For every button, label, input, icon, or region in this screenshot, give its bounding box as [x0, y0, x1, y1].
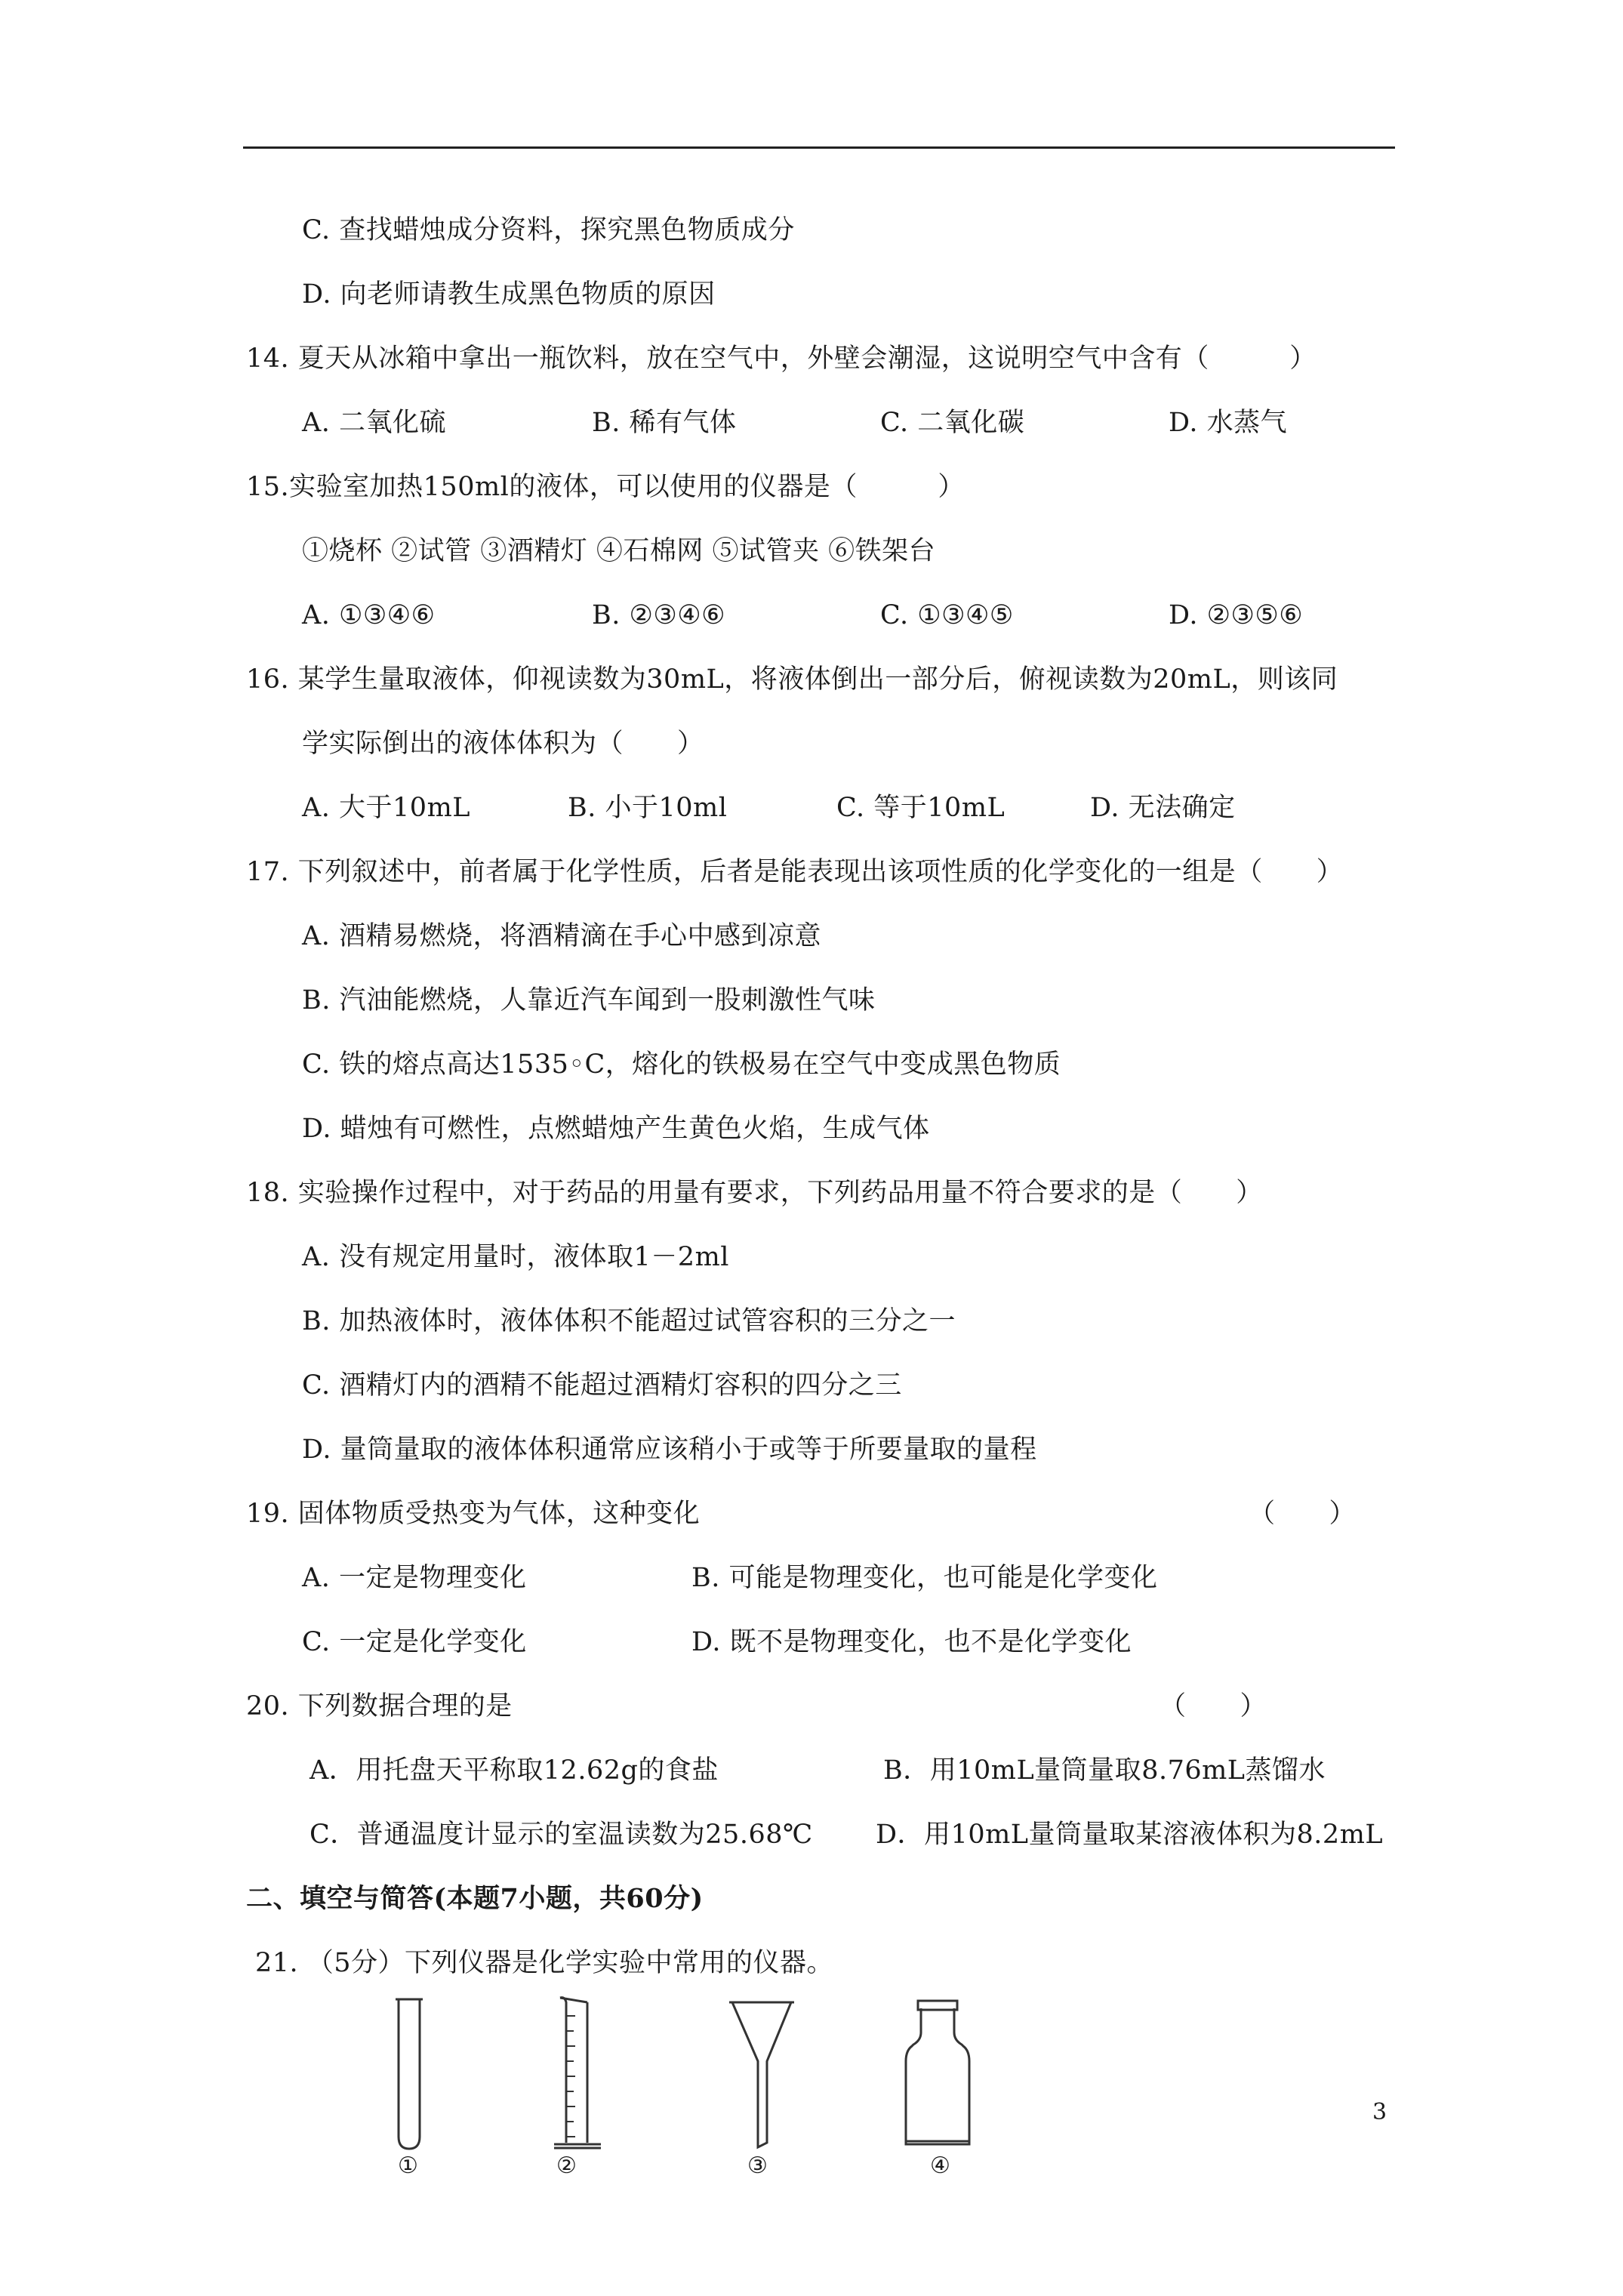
q15-items: ①烧杯 ②试管 ③酒精灯 ④石棉网 ⑤试管夹 ⑥铁架台: [302, 536, 936, 566]
section-2-heading: 二、填空与简答(本题7小题，共60分): [246, 1883, 704, 1914]
q15-option-d: D. ②③⑤⑥: [1169, 600, 1304, 630]
q18-option-d: D. 量筒量取的液体体积通常应该稍小于或等于所要量取的量程: [302, 1435, 1037, 1465]
q19-stem: 19. 固体物质受热变为气体，这种变化: [246, 1499, 701, 1529]
q15-stem: 15.实验室加热150ml的液体，可以使用的仪器是（ ）: [246, 472, 965, 502]
instrument-label-1: ①: [398, 2153, 418, 2179]
q14-option-c: C. 二氧化碳: [880, 408, 1025, 438]
q16-option-d: D. 无法确定: [1090, 793, 1236, 823]
q16-option-c: C. 等于10mL: [836, 793, 1006, 823]
reagent-bottle-icon: [906, 2001, 969, 2144]
instrument-label-4: ④: [930, 2153, 950, 2179]
q16-stem-cont: 学实际倒出的液体体积为（ ）: [302, 729, 704, 759]
q17-stem: 17. 下列叙述中，前者属于化学性质，后者是能表现出该项性质的化学变化的一组是（ ）: [246, 857, 1344, 887]
q15-option-b: B. ②③④⑥: [592, 600, 725, 630]
q13-option-c: C. 查找蜡烛成分资料，探究黑色物质成分: [302, 215, 795, 245]
q14-stem: 14. 夏天从冰箱中拿出一瓶饮料，放在空气中，外壁会潮湿，这说明空气中含有（ ）: [246, 344, 1317, 374]
instrument-label-3: ③: [747, 2153, 768, 2179]
instrument-label-2: ②: [556, 2153, 577, 2179]
q19-answer-paren: （ ）: [1249, 1499, 1357, 1529]
q20-option-d: D．用10mL量筒量取某溶液体积为8.2mL: [876, 1820, 1384, 1850]
q19-option-a: A. 一定是物理变化: [302, 1563, 527, 1593]
q18-option-a: A. 没有规定用量时，液体取1－2ml: [302, 1242, 729, 1272]
graduated-cylinder-icon: [554, 1998, 601, 2148]
q15-option-c: C. ①③④⑤: [880, 600, 1014, 630]
q16-option-b: B. 小于10ml: [568, 793, 728, 823]
q16-stem: 16. 某学生量取液体，仰视读数为30mL，将液体倒出一部分后，俯视读数为20mL，则该同: [246, 664, 1338, 695]
instruments-drawing: [362, 1993, 1027, 2182]
test-tube-icon: [396, 1999, 423, 2149]
q14-option-d: D. 水蒸气: [1169, 408, 1288, 438]
q18-option-c: C. 酒精灯内的酒精不能超过酒精灯容积的四分之三: [302, 1370, 902, 1401]
q20-option-b: B．用10mL量筒量取8.76mL蒸馏水: [883, 1755, 1326, 1786]
q20-stem: 20. 下列数据合理的是: [246, 1691, 513, 1721]
q17-option-d: D. 蜡烛有可燃性，点燃蜡烛产生黄色火焰，生成气体: [302, 1114, 930, 1144]
q20-option-a: A．用托盘天平称取12.62g的食盐: [310, 1755, 719, 1786]
q19-option-b: B. 可能是物理变化，也可能是化学变化: [691, 1563, 1158, 1593]
q15-option-a: A. ①③④⑥: [302, 600, 436, 630]
q16-option-a: A. 大于10mL: [302, 793, 470, 823]
q17-option-a: A. 酒精易燃烧，将酒精滴在手心中感到凉意: [302, 921, 822, 951]
q13-option-d: D. 向老师请教生成黑色物质的原因: [302, 279, 716, 310]
q14-option-b: B. 稀有气体: [592, 408, 737, 438]
q17-option-b: B. 汽油能燃烧，人靠近汽车闻到一股刺激性气味: [302, 985, 876, 1015]
q18-option-b: B. 加热液体时，液体体积不能超过试管容积的三分之一: [302, 1306, 956, 1336]
q20-answer-paren: （ ）: [1160, 1691, 1267, 1721]
q20-option-c: C．普通温度计显示的室温读数为25.68℃: [310, 1820, 813, 1850]
header-rule: [243, 146, 1395, 149]
q18-stem: 18. 实验操作过程中，对于药品的用量有要求，下列药品用量不符合要求的是（ ）: [246, 1178, 1263, 1208]
q19-option-c: C. 一定是化学变化: [302, 1627, 527, 1657]
q21-stem: 21. （5分）下列仪器是化学实验中常用的仪器。: [255, 1948, 834, 1978]
q14-option-a: A. 二氧化硫: [302, 408, 447, 438]
page-number: 3: [1372, 2099, 1387, 2125]
q17-option-c: C. 铁的熔点高达1535◦C，熔化的铁极易在空气中变成黑色物质: [302, 1049, 1061, 1080]
q19-option-d: D. 既不是物理变化，也不是化学变化: [691, 1627, 1132, 1657]
lab-instruments-figure: [362, 1993, 1027, 2182]
funnel-icon: [729, 2002, 794, 2147]
